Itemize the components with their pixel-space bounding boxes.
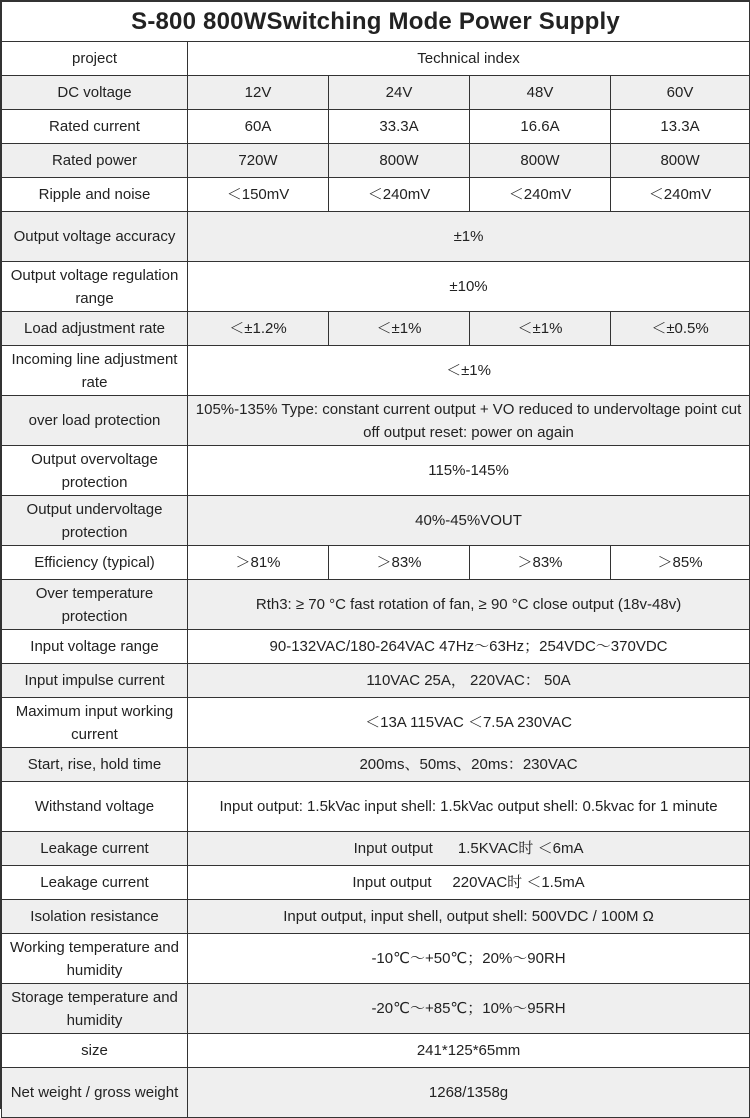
table-row — [2, 580, 750, 630]
cell-value: Input output: 1.5kVac input shell: 1.5kVac output shell: 0.5kvac for 1 minute — [188, 782, 750, 832]
row-label: Rated current — [2, 110, 188, 144]
cell-value: ＞85% — [611, 546, 750, 580]
cell-value: 800W — [329, 144, 470, 178]
cell-value: ＜±1.2% — [188, 312, 329, 346]
row-label: Output voltage regulation range — [2, 262, 188, 312]
cell-value: ＞83% — [329, 546, 470, 580]
table-row — [2, 782, 750, 832]
cell-value: ＜240mV — [470, 178, 611, 212]
row-label: Output voltage accuracy — [2, 212, 188, 262]
cell-value: 12V — [188, 76, 329, 110]
cell-value: 115%-145% — [188, 446, 750, 496]
header-label: project — [2, 42, 188, 76]
cell-value: 60A — [188, 110, 329, 144]
cell-value: 1268/1358g — [188, 1068, 750, 1118]
table-row — [2, 866, 750, 900]
table-row — [2, 76, 750, 110]
row-label: Output undervoltage protection — [2, 496, 188, 546]
row-label: Input impulse current — [2, 664, 188, 698]
cell-value: 13.3A — [611, 110, 750, 144]
cell-value: -10℃～+50℃；20%～90RH — [188, 934, 750, 984]
table-row — [2, 664, 750, 698]
page-title: S-800 800WSwitching Mode Power Supply — [2, 2, 750, 42]
table-row — [2, 212, 750, 262]
spec-table — [1, 1, 750, 1118]
cell-value: 800W — [611, 144, 750, 178]
cell-value: ＜150mV — [188, 178, 329, 212]
table-row — [2, 900, 750, 934]
table-row — [2, 748, 750, 782]
cell-value: 241*125*65mm — [188, 1034, 750, 1068]
table-row — [2, 832, 750, 866]
cell-value: 60V — [611, 76, 750, 110]
row-label: Withstand voltage — [2, 782, 188, 832]
table-row — [2, 698, 750, 748]
cell-value: ＞83% — [470, 546, 611, 580]
cell-value: -20℃～+85℃；10%～95RH — [188, 984, 750, 1034]
row-label: Maximum input working current — [2, 698, 188, 748]
cell-value: 40%-45%VOUT — [188, 496, 750, 546]
row-label: Storage temperature and humidity — [2, 984, 188, 1034]
table-row — [2, 396, 750, 446]
row-label: Ripple and noise — [2, 178, 188, 212]
row-label: Incoming line adjustment rate — [2, 346, 188, 396]
cell-value: Input output, input shell, output shell: 500VDC / 100M Ω — [188, 900, 750, 934]
row-label: Start, rise, hold time — [2, 748, 188, 782]
row-label: DC voltage — [2, 76, 188, 110]
row-label: Working temperature and humidity — [2, 934, 188, 984]
cell-value: Input output 220VAC时 ＜1.5mA — [188, 866, 750, 900]
cell-value: 48V — [470, 76, 611, 110]
row-label: Net weight / gross weight — [2, 1068, 188, 1118]
table-row — [2, 110, 750, 144]
row-label: size — [2, 1034, 188, 1068]
row-label: Leakage current — [2, 832, 188, 866]
table-row — [2, 546, 750, 580]
cell-value: ＞81% — [188, 546, 329, 580]
row-label: Input voltage range — [2, 630, 188, 664]
row-label: Output overvoltage protection — [2, 446, 188, 496]
row-label: over load protection — [2, 396, 188, 446]
cell-value: 24V — [329, 76, 470, 110]
row-label: Load adjustment rate — [2, 312, 188, 346]
cell-value: 110VAC 25A， 220VAC： 50A — [188, 664, 750, 698]
table-row — [2, 144, 750, 178]
cell-value: ＜13A 115VAC ＜7.5A 230VAC — [188, 698, 750, 748]
cell-value: 200ms、50ms、20ms：230VAC — [188, 748, 750, 782]
cell-value: 16.6A — [470, 110, 611, 144]
row-label: Leakage current — [2, 866, 188, 900]
cell-value: ＜±1% — [188, 346, 750, 396]
table-row — [2, 312, 750, 346]
table-row — [2, 346, 750, 396]
cell-value: ±1% — [188, 212, 750, 262]
cell-value: 800W — [470, 144, 611, 178]
cell-value: ＜±1% — [329, 312, 470, 346]
table-row — [2, 984, 750, 1034]
cell-value: Rth3: ≥ 70 °C fast rotation of fan, ≥ 90 °C close output (18v-48v) — [188, 580, 750, 630]
cell-value: 720W — [188, 144, 329, 178]
cell-value: 33.3A — [329, 110, 470, 144]
header-row — [2, 42, 750, 76]
cell-value: ＜±0.5% — [611, 312, 750, 346]
row-label: Rated power — [2, 144, 188, 178]
table-row — [2, 496, 750, 546]
cell-value: Input output 1.5KVAC时 ＜6mA — [188, 832, 750, 866]
table-row — [2, 262, 750, 312]
table-row — [2, 630, 750, 664]
title-row — [2, 2, 750, 42]
cell-value: ＜240mV — [329, 178, 470, 212]
cell-value: ＜±1% — [470, 312, 611, 346]
row-label: Over temperature protection — [2, 580, 188, 630]
table-row — [2, 446, 750, 496]
table-row — [2, 1034, 750, 1068]
header-value: Technical index — [188, 42, 750, 76]
row-label: Isolation resistance — [2, 900, 188, 934]
cell-value: 105%-135% Type: constant current output + VO reduced to undervoltage point cut off output reset: power on again — [188, 396, 750, 446]
table-row — [2, 934, 750, 984]
table-row — [2, 178, 750, 212]
cell-value: 90-132VAC/180-264VAC 47Hz～63Hz；254VDC～370VDC — [188, 630, 750, 664]
cell-value: ＜240mV — [611, 178, 750, 212]
row-label: Efficiency (typical) — [2, 546, 188, 580]
cell-value: ±10% — [188, 262, 750, 312]
table-row — [2, 1068, 750, 1118]
